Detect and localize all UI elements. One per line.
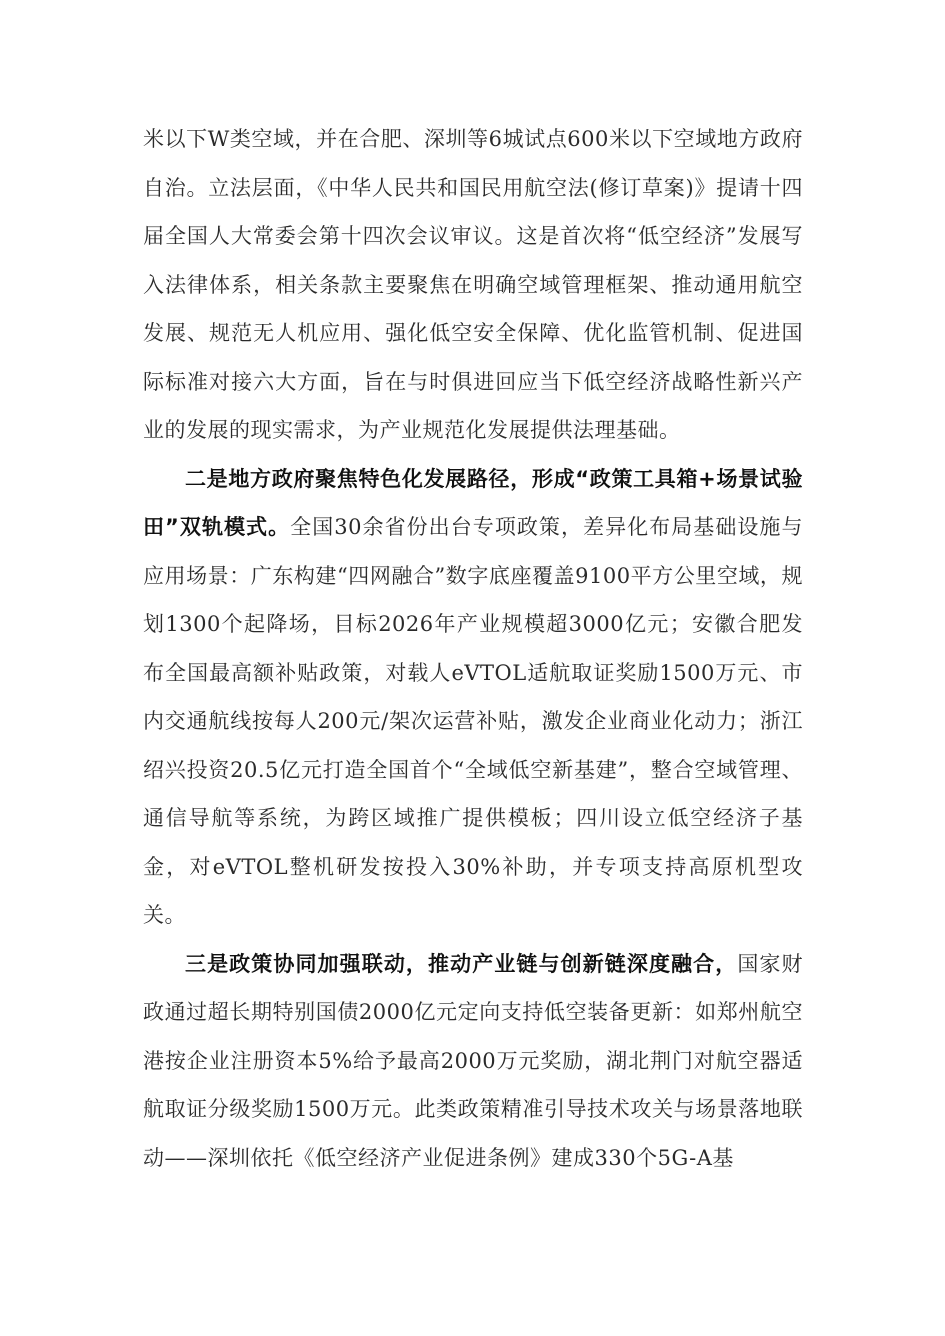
paragraph-airspace-legislation xyxy=(143,115,803,455)
paragraph-lead: 三是政策协同加强联动，推动产业链与创新链深度融合， xyxy=(185,951,738,976)
paragraph-local-government xyxy=(143,455,803,940)
paragraph-text: 米以下W类空域，并在合肥、深圳等6城试点600米以下空域地方政府自治。立法层面，《中华人民共和国民用航空法(修订草案)》提请十四届全国人大常委会第十四次会议审议。这是首次将“低空经济”发展写入法律体系，相关条款主要聚焦在明确空域管理框架、推动通用航空发展、规范无人机应用、强化低空安全保障、优化监管机制、促进国际标准对接六大方面，旨在与时俱进回应当下低空经济战略性新兴产业的发展的现实需求，为产业规范化发展提供法理基础。 xyxy=(143,127,803,442)
paragraph-text: 全国30余省份出台专项政策，差异化布局基础设施与应用场景：广东构建“四网融合”数字底座覆盖9100平方公里空域，规划1300个起降场，目标2026年产业规模超3000亿元；安徽合肥发布全国最高额补贴政策，对载人eVTOL适航取证奖励1500万元、市内交通航线按每人200元/架次运营补贴，激发企业商业化动力；浙江绍兴投资20.5亿元打造全国首个“全域低空新基建”，整合空域管理、通信导航等系统，为跨区域推广提供模板；四川设立低空经济子基金，对eVTOL整机研发按投入30%补助，并专项支持高原机型攻关。 xyxy=(143,515,803,927)
document-body xyxy=(143,115,803,1182)
paragraph-lead: 二是地方政府聚焦特色化发展路径，形成“政策工具箱+场景试验田”双轨模式。 xyxy=(143,466,803,539)
paragraph-text: 国家财政通过超长期特别国债2000亿元定向支持低空装备更新：如郑州航空港按企业注册资本5%给予最高2000万元奖励，湖北荆门对航空器适航取证分级奖励1500万元。此类政策精准引导技术攻关与场景落地联动——深圳依托《低空经济产业促进条例》建成330个5G-A基 xyxy=(143,951,803,1170)
paragraph-policy-coordination xyxy=(143,940,803,1183)
